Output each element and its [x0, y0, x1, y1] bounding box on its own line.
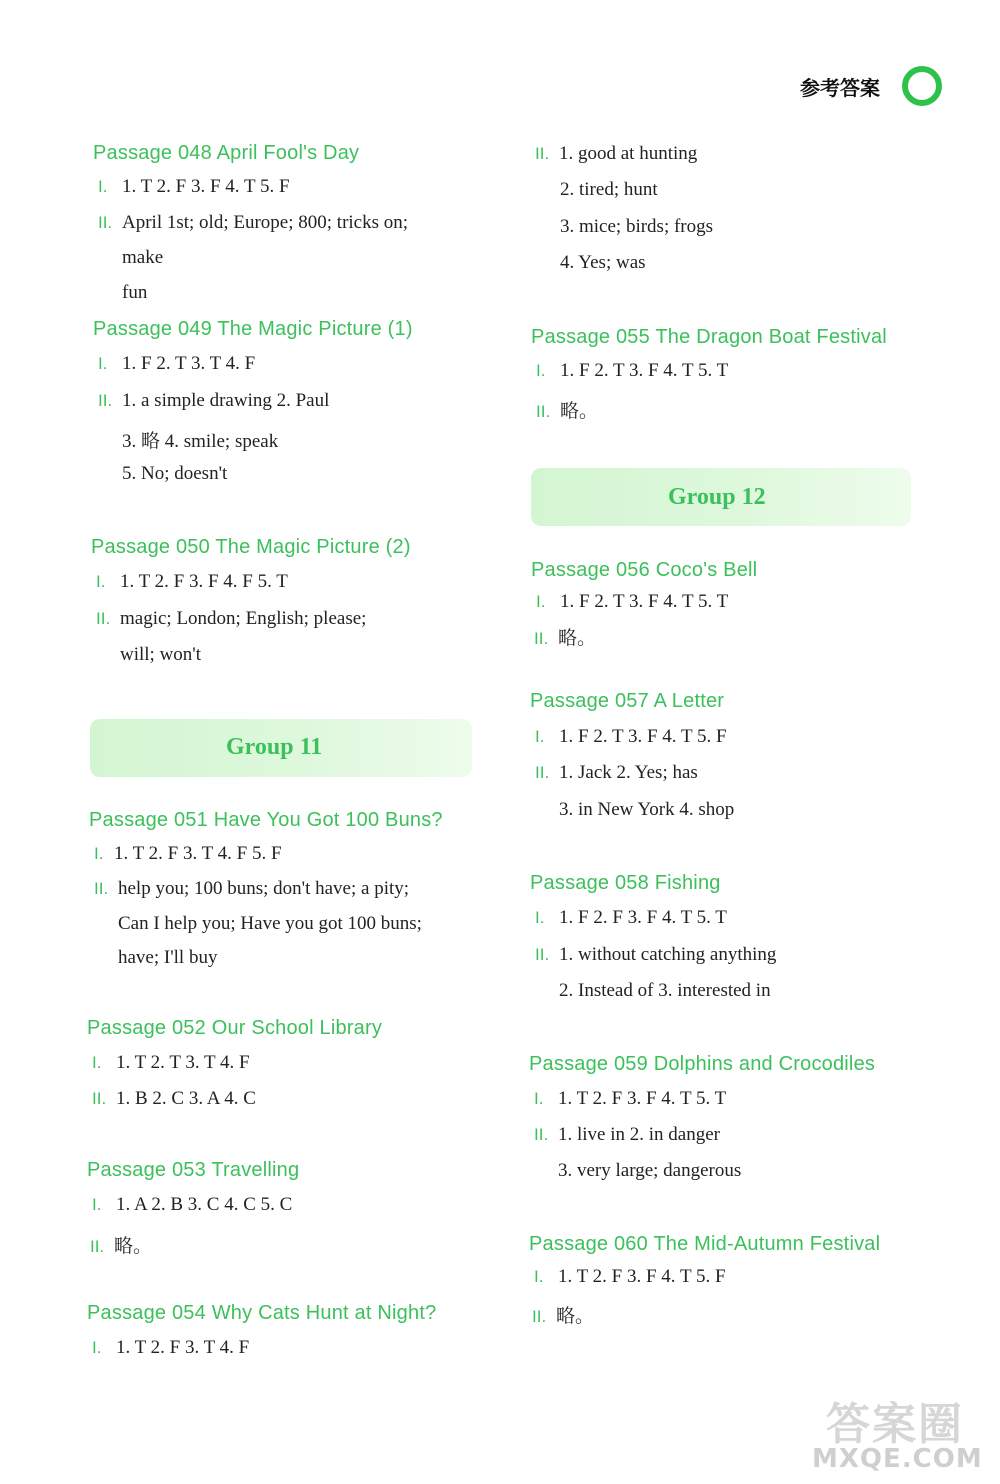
- passage-048-title: Passage 048 April Fool's Day: [93, 142, 360, 164]
- roman-numeral: I.: [534, 1267, 544, 1286]
- passage-057-part-i: [535, 726, 727, 748]
- answers: 1. A 2. B 3. C 4. C 5. C: [116, 1194, 293, 1215]
- roman-numeral: II.: [98, 213, 113, 232]
- roman-numeral: II.: [92, 1089, 107, 1108]
- passage-054-part-ii-line3: 3. mice; birds; frogs: [560, 216, 714, 237]
- passage-058-part-i: [535, 907, 727, 929]
- passage-048-part-ii-line3: fun: [122, 282, 148, 303]
- passage-057-part-ii-line2: 3. in New York 4. shop: [559, 799, 735, 820]
- passage-060-part-ii: [532, 1301, 594, 1328]
- group-12-label: Group 12: [668, 484, 766, 510]
- passage-059-title: Passage 059 Dolphins and Crocodiles: [529, 1053, 876, 1075]
- passage-052-part-ii: [92, 1088, 256, 1110]
- passage-057-title: Passage 057 A Letter: [530, 690, 725, 712]
- answers: magic; London; English; please;: [120, 608, 367, 629]
- watermark-site: MXQE.COM: [812, 1444, 983, 1474]
- roman-numeral: I.: [92, 1053, 102, 1072]
- answers: 1. good at hunting: [559, 143, 698, 164]
- passage-059-part-i: [534, 1088, 726, 1110]
- answers: 1. F 2. T 3. F 4. T 5. T: [560, 591, 729, 612]
- passage-053-part-i: [92, 1194, 292, 1216]
- roman-numeral: I.: [92, 1195, 102, 1214]
- passage-052-title: Passage 052 Our School Library: [87, 1017, 383, 1039]
- passage-053-title: Passage 053 Travelling: [87, 1159, 300, 1181]
- roman-numeral: I.: [98, 177, 108, 196]
- passage-060-title: Passage 060 The Mid-Autumn Festival: [529, 1233, 881, 1255]
- roman-numeral: I.: [98, 354, 108, 373]
- answers: 1. without catching anything: [559, 944, 777, 965]
- group-11-label: Group 11: [226, 734, 323, 760]
- roman-numeral: I.: [535, 727, 545, 746]
- passage-050-part-ii: [96, 608, 366, 630]
- roman-numeral: I.: [536, 592, 546, 611]
- passage-052-part-i: [92, 1052, 250, 1074]
- passage-053-part-ii: [90, 1231, 152, 1258]
- passage-049-part-ii-line2: 3. 略 4. smile; speak: [122, 431, 279, 452]
- passage-050-part-ii-line2: will; won't: [120, 644, 202, 665]
- answers: April 1st; old; Europe; 800; tricks on;: [122, 212, 409, 233]
- passage-059-part-ii: [534, 1124, 720, 1146]
- passage-058-part-ii: [535, 944, 776, 966]
- roman-numeral: I.: [536, 361, 546, 380]
- roman-numeral: II.: [534, 629, 549, 648]
- answers: help you; 100 buns; don't have; a pity;: [118, 878, 410, 899]
- roman-numeral: II.: [534, 1125, 549, 1144]
- passage-051-part-ii-line3: have; I'll buy: [118, 947, 218, 968]
- passage-056-part-i: [536, 591, 728, 613]
- passage-054-part-i: [92, 1337, 249, 1359]
- passage-050-title: Passage 050 The Magic Picture (2): [91, 536, 411, 558]
- passage-049-part-ii-line3: 5. No; doesn't: [122, 463, 228, 484]
- passage-051-part-ii-line2: Can I help you; Have you got 100 buns;: [118, 913, 422, 934]
- passage-055-part-i: [536, 360, 728, 382]
- answers: 1. Jack 2. Yes; has: [559, 762, 698, 783]
- roman-numeral: II.: [535, 945, 550, 964]
- answers: 1. F 2. T 3. F 4. T 5. F: [559, 726, 727, 747]
- passage-059-part-ii-line2: 3. very large; dangerous: [558, 1160, 742, 1181]
- passage-048-part-ii: [98, 212, 408, 234]
- roman-numeral: I.: [96, 572, 106, 591]
- header-circle-icon: [902, 66, 942, 106]
- passage-055-title: Passage 055 The Dragon Boat Festival: [531, 326, 887, 348]
- passage-048-part-ii-line2: make: [122, 247, 164, 268]
- roman-numeral: II.: [94, 879, 109, 898]
- answers: 略。: [556, 1306, 595, 1327]
- roman-numeral: I.: [534, 1089, 544, 1108]
- roman-numeral: II.: [96, 609, 111, 628]
- page-header-title: 参考答案: [800, 76, 880, 100]
- roman-numeral: II.: [532, 1307, 547, 1326]
- roman-numeral: I.: [94, 844, 104, 863]
- answers: 1. a simple drawing 2. Paul: [122, 390, 330, 411]
- passage-054-part-ii-line2: 2. tired; hunt: [560, 179, 658, 200]
- passage-048-part-i: [98, 176, 290, 198]
- answers: 1. live in 2. in danger: [558, 1124, 720, 1145]
- answers: 1. T 2. F 3. F 4. T 5. F: [558, 1266, 726, 1287]
- answers: 1. T 2. F 3. F 4. F 5. T: [120, 571, 288, 592]
- answers: 略。: [558, 628, 597, 649]
- passage-051-title: Passage 051 Have You Got 100 Buns?: [89, 809, 443, 831]
- roman-numeral: II.: [98, 391, 113, 410]
- answers: 1. F 2. T 3. T 4. F: [122, 353, 256, 374]
- roman-numeral: II.: [90, 1237, 105, 1256]
- passage-054-title: Passage 054 Why Cats Hunt at Night?: [87, 1302, 437, 1324]
- passage-058-title: Passage 058 Fishing: [530, 872, 721, 894]
- passage-060-part-i: [534, 1266, 726, 1288]
- roman-numeral: II.: [535, 144, 550, 163]
- answers: 1. T 2. T 3. T 4. F: [116, 1052, 250, 1073]
- passage-057-part-ii: [535, 762, 698, 784]
- answers: 1. T 2. F 3. T 4. F 5. F: [114, 843, 282, 864]
- passage-049-title: Passage 049 The Magic Picture (1): [93, 318, 413, 340]
- passage-051-part-ii: [94, 878, 409, 900]
- passage-058-part-ii-line2: 2. Instead of 3. interested in: [559, 980, 771, 1001]
- answers: 1. T 2. F 3. F 4. T 5. F: [122, 176, 290, 197]
- answers: 1. B 2. C 3. A 4. C: [116, 1088, 256, 1109]
- answers: 1. T 2. F 3. T 4. F: [116, 1337, 250, 1358]
- passage-049-part-i: [98, 353, 255, 375]
- answers: 1. F 2. T 3. F 4. T 5. T: [560, 360, 729, 381]
- answers: 略。: [114, 1236, 153, 1257]
- passage-049-part-ii: [98, 390, 329, 412]
- passage-050-part-i: [96, 571, 288, 593]
- answers: 1. T 2. F 3. F 4. T 5. T: [558, 1088, 727, 1109]
- answers: 略。: [560, 401, 599, 422]
- passage-054-part-ii-line4: 4. Yes; was: [560, 252, 646, 273]
- passage-054-part-ii: [535, 143, 697, 165]
- passage-055-part-ii: [536, 396, 598, 423]
- roman-numeral: I.: [92, 1338, 102, 1357]
- passage-051-part-i: [94, 843, 282, 865]
- answers: 1. F 2. F 3. F 4. T 5. T: [559, 907, 727, 928]
- passage-056-title: Passage 056 Coco's Bell: [531, 559, 758, 581]
- watermark-logo: 答案圈: [826, 1400, 964, 1449]
- roman-numeral: I.: [535, 908, 545, 927]
- roman-numeral: II.: [535, 763, 550, 782]
- passage-056-part-ii: [534, 623, 596, 650]
- roman-numeral: II.: [536, 402, 551, 421]
